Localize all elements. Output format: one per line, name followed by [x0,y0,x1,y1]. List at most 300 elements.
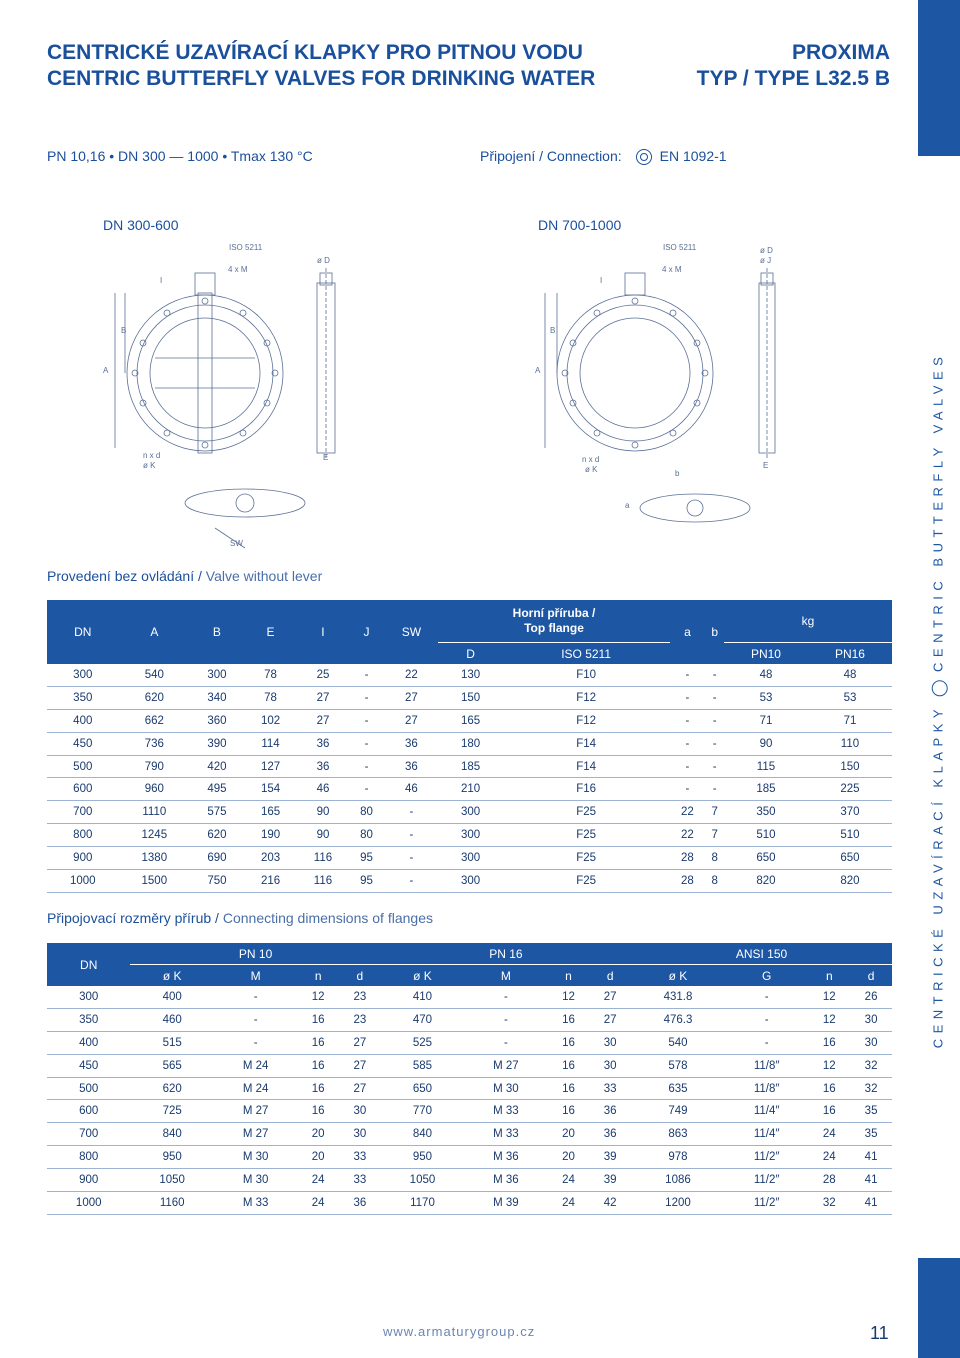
table-cell: 36 [297,755,348,778]
connection-label: Připojení / Connection: [480,148,622,164]
table-cell: 150 [808,755,892,778]
table-cell: 41 [850,1192,892,1215]
table-cell: - [705,778,724,801]
table-cell: F12 [503,709,670,732]
table-cell: 736 [119,732,191,755]
table-cell: 820 [808,870,892,893]
table-cell: 22 [670,801,706,824]
table-cell: 340 [190,686,244,709]
table-cell: 8 [705,847,724,870]
table-cell: 1500 [119,870,191,893]
table-cell: 565 [130,1054,213,1077]
table-row [47,1169,892,1192]
table-cell: 36 [384,732,438,755]
top-flange-label-2: Top flange [524,621,584,635]
table-row [47,664,892,686]
table-cell: 978 [631,1146,725,1169]
table-cell: 35 [850,1123,892,1146]
table-cell: 41 [850,1146,892,1169]
table-cell: 24 [297,1169,339,1192]
table-cell: 300 [438,801,502,824]
label-a-detail: a [625,501,630,510]
table-cell: 24 [808,1146,850,1169]
table-cell: 46 [297,778,348,801]
label-od-left: ø D [317,256,330,265]
table-cell: F25 [503,870,670,893]
table-cell: 39 [589,1146,631,1169]
table-cell: 80 [349,801,385,824]
table-cell: - [464,1031,547,1054]
table-cell: 32 [850,1054,892,1077]
table-row [47,801,892,824]
table-cell: 33 [589,1077,631,1100]
table-cell: - [725,1031,809,1054]
table-cell: 27 [297,709,348,732]
table-row [47,1008,892,1031]
left-sw-detail [185,489,305,548]
table-cell: 95 [349,847,385,870]
label-a-right: A [535,366,541,375]
table-cell: 300 [438,824,502,847]
label-iso-right: ISO 5211 [663,243,697,252]
col2-ansi-d: d [850,965,892,987]
table-cell: 650 [381,1077,464,1100]
table-cell: 620 [119,686,191,709]
table-cell: M 24 [214,1054,297,1077]
table-cell: 11/2″ [725,1169,809,1192]
table-cell: 1086 [631,1169,725,1192]
col-iso: ISO 5211 [503,643,670,665]
table-cell: 53 [724,686,808,709]
table-cell: 12 [808,1008,850,1031]
table-cell: 33 [339,1146,381,1169]
table-cell: M 33 [464,1123,547,1146]
table-cell: M 33 [214,1192,297,1215]
table-cell: 24 [548,1169,590,1192]
table-cell: 30 [589,1054,631,1077]
table-row [47,824,892,847]
table-cell: 33 [339,1169,381,1192]
table-cell: M 39 [464,1192,547,1215]
table-cell: F25 [503,801,670,824]
table-cell: - [464,986,547,1008]
table-cell: 7 [705,824,724,847]
table-cell: 11/4″ [725,1100,809,1123]
col-dn: DN [47,600,119,664]
brand-name: PROXIMA [791,41,890,64]
table-cell: 400 [130,986,213,1008]
table-cell: 1110 [119,801,191,824]
table-cell: 650 [808,847,892,870]
page-number: 11 [870,1323,889,1343]
table-cell: 620 [130,1077,213,1100]
table-cell: 575 [190,801,244,824]
col2-dn: DN [47,943,130,986]
table-cell: 30 [589,1031,631,1054]
table-cell: 500 [47,1077,130,1100]
table-row [47,778,892,801]
table-cell: 1000 [47,870,119,893]
table-cell: 16 [297,1054,339,1077]
table-cell: - [725,986,809,1008]
table-cell: 30 [339,1123,381,1146]
col-b: B [190,600,244,664]
accent-bar-top [918,0,960,156]
table-cell: 300 [47,664,119,686]
table-cell: 28 [670,847,706,870]
side-banner [922,351,956,1049]
table-cell: 578 [631,1054,725,1077]
table-cell: 116 [297,870,348,893]
table-cell: - [349,686,385,709]
col2-ansi: ANSI 150 [631,943,892,965]
table-cell: 350 [47,1008,130,1031]
table-cell: - [349,709,385,732]
table-cell: 400 [47,709,119,732]
col-a: A [119,600,191,664]
table-cell: 225 [808,778,892,801]
table-cell: M 30 [464,1077,547,1100]
table-cell: 28 [808,1169,850,1192]
label-i-right: I [600,276,603,285]
table-cell: 431.8 [631,986,725,1008]
table-row [47,755,892,778]
table-row [47,709,892,732]
table-cell: 30 [850,1031,892,1054]
drawing-range-right: DN 700-1000 [538,217,622,233]
table-cell: 300 [47,986,130,1008]
table-cell: 154 [244,778,298,801]
table-cell: 110 [808,732,892,755]
dimensions-table [47,600,892,893]
col2-pn10-m: M [214,965,297,987]
table-cell: - [464,1008,547,1031]
label-nxm-left: 4 x M [228,265,248,274]
right-ab-detail [640,494,750,522]
label-oj-right: ø J [760,256,772,265]
table-cell: 23 [339,1008,381,1031]
table-cell: - [384,847,438,870]
col2-pn10-n: n [297,965,339,987]
table-cell: M 33 [464,1100,547,1123]
table-cell: 12 [297,986,339,1008]
table-cell: 23 [339,986,381,1008]
table-cell: 390 [190,732,244,755]
table-cell: 22 [384,664,438,686]
table-cell: 515 [130,1031,213,1054]
table-cell: 12 [808,1054,850,1077]
table-cell: 48 [724,664,808,686]
table-cell: M 24 [214,1077,297,1100]
table-cell: - [384,801,438,824]
table-row [47,1192,892,1215]
table-row [47,1054,892,1077]
flange-table [47,943,892,1215]
table-cell: 11/2″ [725,1192,809,1215]
table-cell: 11/8″ [725,1054,809,1077]
table-cell: 725 [130,1100,213,1123]
table-cell: - [670,664,706,686]
table-cell: 116 [297,847,348,870]
table-cell: 190 [244,824,298,847]
table-cell: 27 [589,1008,631,1031]
table-cell: 476.3 [631,1008,725,1031]
accent-bar-bottom [918,1258,960,1358]
table-cell: 22 [670,824,706,847]
table-cell: 150 [438,686,502,709]
table-cell: 840 [381,1123,464,1146]
table-cell: 114 [244,732,298,755]
table-cell: 36 [384,755,438,778]
right-side-view [759,268,775,458]
table-cell: 30 [850,1008,892,1031]
table-cell: M 36 [464,1169,547,1192]
table-cell: 48 [808,664,892,686]
table-cell: 1380 [119,847,191,870]
table-row [47,986,892,1008]
col2-pn10-ok: ø K [130,965,213,987]
table-cell: 620 [190,824,244,847]
table-cell: 662 [119,709,191,732]
table-cell: 30 [339,1100,381,1123]
table-cell: 90 [297,801,348,824]
table-cell: 400 [47,1031,130,1054]
table-cell: 1050 [381,1169,464,1192]
table-row [47,847,892,870]
technical-drawing [95,238,915,558]
table-cell: 36 [339,1192,381,1215]
left-front-view [115,273,283,453]
table-cell: - [349,755,385,778]
col2-pn16-n: n [548,965,590,987]
table-cell: 36 [589,1100,631,1123]
table-cell: 12 [548,986,590,1008]
table-cell: - [705,686,724,709]
col2-pn16: PN 16 [381,943,631,965]
table-cell: F16 [503,778,670,801]
table-cell: 32 [850,1077,892,1100]
label-i-left: I [160,276,163,285]
table1-caption-en: Valve without lever [205,568,323,584]
footer-url[interactable]: www.armaturygroup.cz [383,1324,536,1339]
table-cell: 1170 [381,1192,464,1215]
table-cell: 450 [47,732,119,755]
label-e-left: E [323,453,329,462]
table-cell: 95 [349,870,385,893]
table-cell: 470 [381,1008,464,1031]
table-cell: 27 [339,1054,381,1077]
table-cell: 8 [705,870,724,893]
table-cell: 16 [808,1031,850,1054]
table-cell: 16 [808,1100,850,1123]
label-b-right: B [550,326,556,335]
table-cell: M 36 [464,1146,547,1169]
table-cell: 12 [808,986,850,1008]
table-cell: 350 [47,686,119,709]
table-cell: 35 [850,1100,892,1123]
table-cell: 20 [548,1123,590,1146]
table-cell: 130 [438,664,502,686]
table-cell: 900 [47,1169,130,1192]
table-cell: - [214,1008,297,1031]
table2-caption: Připojovací rozměry přírub / Connecting dimensions of flanges [47,910,433,926]
table-cell: - [705,755,724,778]
table-cell: - [349,778,385,801]
spec-line: PN 10,16 • DN 300 — 1000 • Tmax 130 °C [47,148,313,164]
table-cell: 300 [190,664,244,686]
table-cell: - [214,986,297,1008]
label-nxd-right: n x d [582,455,600,464]
table-cell: 300 [438,870,502,893]
table-cell: 863 [631,1123,725,1146]
table-cell: 27 [297,686,348,709]
col2-pn16-d: d [589,965,631,987]
table-cell: 950 [130,1146,213,1169]
table-cell: - [214,1031,297,1054]
table-row [47,732,892,755]
table-cell: 460 [130,1008,213,1031]
label-b-detail: b [675,469,680,478]
table-cell: M 30 [214,1146,297,1169]
table-cell: 71 [724,709,808,732]
table-cell: M 27 [214,1123,297,1146]
table-row [47,1077,892,1100]
label-nxm-right: 4 x M [662,265,682,274]
table-cell: 42 [589,1192,631,1215]
col2-pn16-ok: ø K [381,965,464,987]
table-cell: 16 [297,1077,339,1100]
table-row [47,1100,892,1123]
table-cell: 770 [381,1100,464,1123]
table-cell: 20 [548,1146,590,1169]
col-pn10: PN10 [724,643,808,665]
table-cell: 540 [119,664,191,686]
table-cell: 749 [631,1100,725,1123]
table-cell: 27 [384,686,438,709]
label-od-right: ø D [760,246,773,255]
table-cell: 16 [297,1008,339,1031]
table-cell: 700 [47,801,119,824]
label-ok-right: ø K [585,465,598,474]
col-a-small: a [670,600,706,664]
table-cell: 28 [670,870,706,893]
table-cell: F25 [503,824,670,847]
side-text-en: CENTRIC BUTTERFLY VALVES [930,351,946,672]
table-cell: 495 [190,778,244,801]
col-sw: SW [384,600,438,664]
col-i: I [297,600,348,664]
col-j: J [349,600,385,664]
flange-icon [636,149,652,165]
table-cell: 1050 [130,1169,213,1192]
table-cell: - [705,732,724,755]
col2-ansi-ok: ø K [631,965,725,987]
left-side-view [317,268,335,458]
table-cell: 16 [548,1077,590,1100]
table-cell: 1000 [47,1192,130,1215]
table-cell: - [670,732,706,755]
table-cell: 203 [244,847,298,870]
table-cell: 165 [244,801,298,824]
table-cell: M 27 [214,1100,297,1123]
table-cell: 216 [244,870,298,893]
table-cell: 350 [724,801,808,824]
table-cell: F12 [503,686,670,709]
table-cell: 36 [589,1123,631,1146]
table-cell: 410 [381,986,464,1008]
label-sw: SW [230,539,243,548]
table-cell: - [670,709,706,732]
table-row [47,1031,892,1054]
table-cell: 300 [438,847,502,870]
table-cell: - [670,755,706,778]
table-cell: 1245 [119,824,191,847]
table-cell: 800 [47,1146,130,1169]
table-cell: 24 [548,1192,590,1215]
table1-caption-cz: Provedení bez ovládání [47,568,195,584]
col2-pn10: PN 10 [130,943,380,965]
col-b-small: b [705,600,724,664]
col2-pn10-d: d [339,965,381,987]
right-front-view [545,273,713,451]
table-cell: 80 [349,824,385,847]
table2-caption-en: Connecting dimensions of flanges [222,910,433,926]
table-cell: 41 [850,1169,892,1192]
table-cell: M 30 [214,1169,297,1192]
top-flange-label-1: Horní příruba / [512,606,596,620]
table-cell: 25 [297,664,348,686]
table-cell: 510 [724,824,808,847]
table-cell: - [705,664,724,686]
table-row [47,870,892,893]
table-cell: 16 [808,1077,850,1100]
table-cell: 24 [297,1192,339,1215]
title-cz: CENTRICKÉ UZAVÍRACÍ KLAPKY PRO PITNOU VODU [47,41,583,64]
table-cell: 650 [724,847,808,870]
connection-line [480,148,727,165]
label-e-right: E [763,461,769,470]
table-cell: - [349,732,385,755]
table-cell: 900 [47,847,119,870]
table-cell: 36 [297,732,348,755]
table-cell: 27 [339,1077,381,1100]
table-cell: - [725,1008,809,1031]
table-row [47,1146,892,1169]
table-cell: 210 [438,778,502,801]
table-cell: 185 [438,755,502,778]
connection-value: EN 1092-1 [659,148,727,164]
table-cell: 26 [850,986,892,1008]
table-cell: 500 [47,755,119,778]
table-cell: 360 [190,709,244,732]
table-cell: 102 [244,709,298,732]
product-title [697,40,890,92]
col2-ansi-n: n [808,965,850,987]
product-type: TYP / TYPE L32.5 B [696,67,890,90]
table-cell: 16 [297,1100,339,1123]
table-cell: 127 [244,755,298,778]
table-cell: 16 [548,1031,590,1054]
table-cell: 11/4″ [725,1123,809,1146]
table-cell: 185 [724,778,808,801]
table-cell: 165 [438,709,502,732]
table-cell: 960 [119,778,191,801]
table-cell: 27 [589,986,631,1008]
label-b-left: B [121,326,127,335]
table-cell: 16 [548,1100,590,1123]
table-cell: 525 [381,1031,464,1054]
table-cell: 16 [548,1008,590,1031]
